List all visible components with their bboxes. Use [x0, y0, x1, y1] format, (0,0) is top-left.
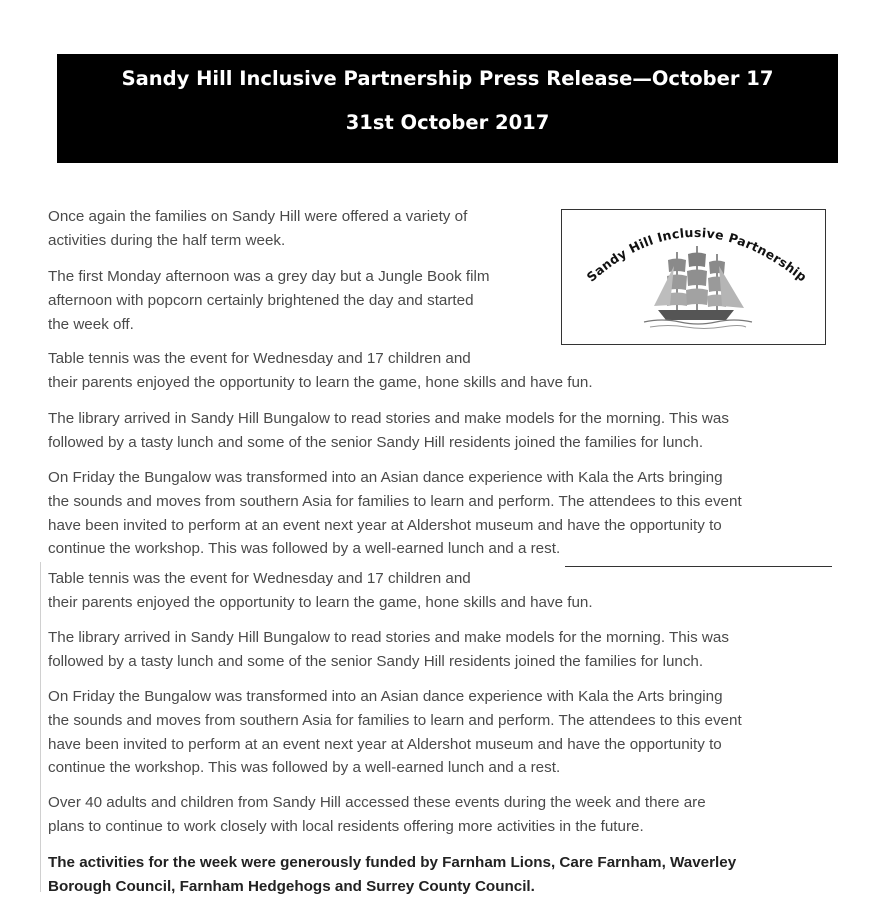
page-title: Sandy Hill Inclusive Partnership Press Release—October 17	[121, 67, 774, 90]
paragraph-intro: Once again the families on Sandy Hill were offered a variety of activities during the half term week.	[48, 208, 468, 249]
release-date: 31st October 2017	[345, 111, 550, 134]
paragraph-friday: On Friday the Bungalow was transformed into an Asian dance experience with Kala the Arts bringing the sounds and moves from southern Asia for families to learn and perform. The attendees to this event have been invited to perform at an event next year at Aldershot museum and have the opportunity to continue the workshop. This was followed by a well-earned lunch and a rest.	[48, 469, 742, 558]
section-divider	[565, 566, 832, 567]
sailing-ship-icon	[562, 210, 827, 346]
logo-text: Sandy Hill Inclusive Partnership	[583, 224, 810, 285]
press-release-header	[57, 54, 838, 163]
margin-line	[40, 562, 41, 892]
partnership-logo	[561, 209, 826, 345]
paragraph-library-repeat: The library arrived in Sandy Hill Bungalow to read stories and make models for the morning. This was followed by a tasty lunch and some of the senior Sandy Hill residents joined the families for lunch.	[48, 629, 729, 670]
paragraph-summary: Over 40 adults and children from Sandy Hill accessed these events during the week and there are plans to continue to work closely with local residents offering more activities in the future.	[48, 794, 706, 835]
paragraph-table-tennis: Table tennis was the event for Wednesday and 17 children and their parents enjoyed the opportunity to learn the game, hone skills and have fun.	[48, 350, 593, 391]
paragraph-library: The library arrived in Sandy Hill Bungalow to read stories and make models for the morning. This was followed by a tasty lunch and some of the senior Sandy Hill residents joined the families for lunch.	[48, 410, 729, 451]
paragraph-friday-repeat: On Friday the Bungalow was transformed into an Asian dance experience with Kala the Arts bringing the sounds and moves from southern Asia for families to learn and perform. The attendees to this event have been invited to perform at an event next year at Aldershot museum and have the opportunity to continue the workshop. This was followed by a well-earned lunch and a rest.	[48, 688, 742, 777]
paragraph-monday: The first Monday afternoon was a grey day but a Jungle Book film afternoon with popcorn certainly brightened the day and started the week off.	[48, 268, 490, 333]
paragraph-table-tennis-repeat: Table tennis was the event for Wednesday and 17 children and their parents enjoyed the opportunity to learn the game, hone skills and have fun.	[48, 570, 593, 611]
paragraph-funding: The activities for the week were generously funded by Farnham Lions, Care Farnham, Waverley Borough Council, Farnham Hedgehogs and Surrey County Council.	[48, 854, 737, 895]
